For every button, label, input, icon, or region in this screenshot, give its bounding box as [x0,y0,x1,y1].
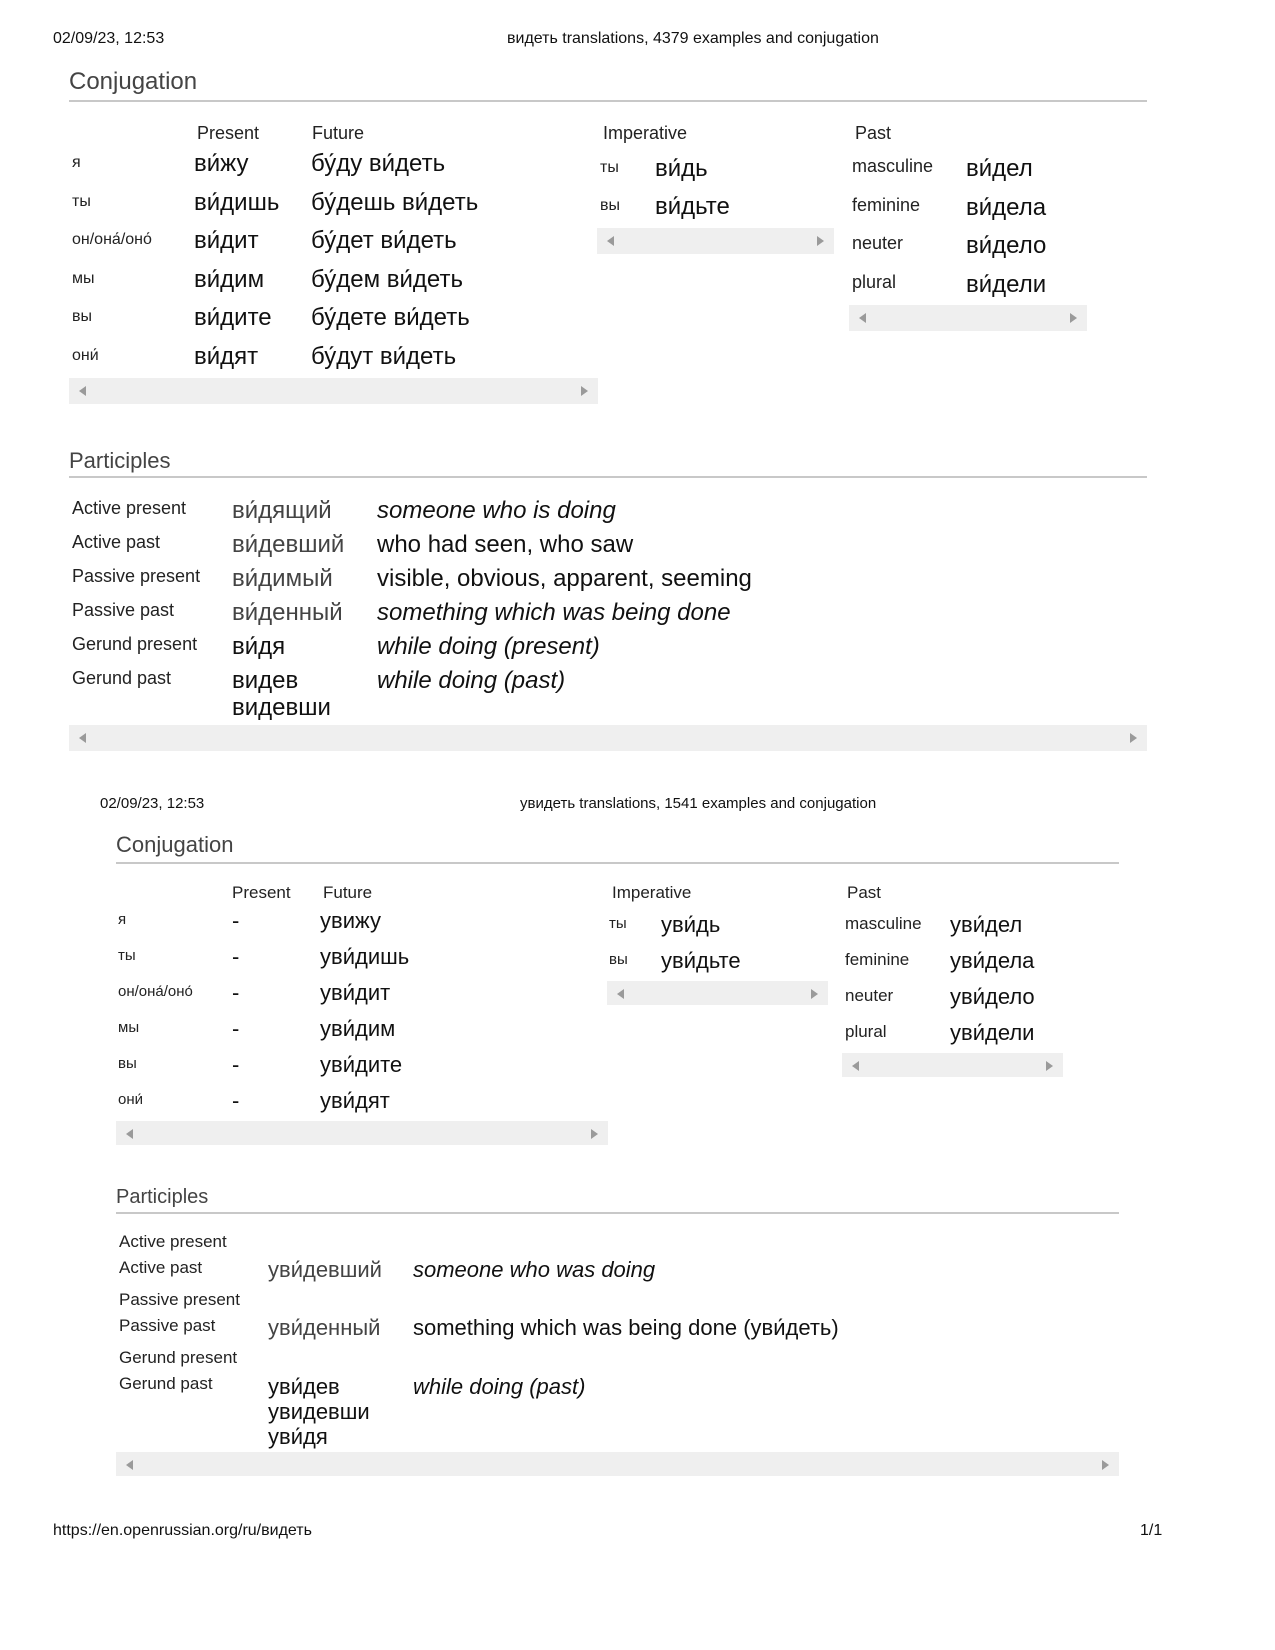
participle-meaning: while doing (present) [377,633,600,660]
page-count: 1/1 [1140,1522,1163,1539]
pronoun-label: вы [72,308,92,325]
participle-form: видев [232,667,299,694]
participles-divider [116,1212,1119,1214]
column-header-present: Present [197,123,260,143]
past-gender-label: feminine [845,950,910,969]
pronoun-label: они́ [72,347,99,364]
pronoun-label: вы [118,1055,137,1072]
print-page-title: видеть translations, 4379 examples and conjugation [507,30,879,47]
conjugation-horizontal-scrollbar[interactable] [116,1121,608,1145]
future-form: уви́дишь [320,944,410,969]
participle-form: ви́дящий [232,497,332,524]
participle-form-alt: увидевши [268,1399,370,1424]
page-url: https://en.openrussian.org/ru/видеть [53,1522,312,1539]
conjugation-horizontal-scrollbar[interactable] [69,378,598,404]
present-form: ви́дит [194,227,259,254]
participle-form: ви́денный [232,599,343,626]
participle-form-alt: видевши [232,694,331,721]
participle-form: уви́девший [268,1257,382,1282]
participle-label: Gerund present [72,634,198,654]
pronoun-label: они́ [118,1091,144,1108]
past-horizontal-scrollbar[interactable] [849,305,1087,331]
pronoun-label: он/она́/оно́ [118,983,193,1000]
past-gender-label: neuter [852,233,904,253]
imperative-pronoun: вы [609,951,628,968]
future-form: уви́дят [320,1088,390,1113]
present-form: ви́дите [194,304,272,331]
participle-form: уви́дев [268,1374,340,1399]
present-form: - [232,908,240,933]
past-form: уви́дели [950,1020,1035,1045]
participles-horizontal-scrollbar[interactable] [116,1452,1119,1476]
scroll-right-arrow-icon[interactable] [1102,1460,1109,1470]
print-datetime: 02/09/23, 12:53 [100,795,205,812]
conjugation-heading: Conjugation [69,68,198,95]
pronoun-label: я [118,911,127,928]
past-horizontal-scrollbar[interactable] [842,1053,1063,1077]
scroll-left-arrow-icon[interactable] [79,386,86,396]
participle-meaning: someone who was doing [413,1257,656,1282]
participle-form: ви́димый [232,565,333,592]
conjugation-divider [116,862,1119,864]
pronoun-label: мы [72,270,95,287]
pronoun-label: мы [118,1019,140,1036]
participle-meaning: something which was being done [377,599,731,626]
conjugation-heading: Conjugation [116,832,234,857]
print-datetime: 02/09/23, 12:53 [53,30,165,47]
future-form: бу́дете ви́деть [311,304,470,331]
participle-label: Passive present [72,566,201,586]
future-form: уви́дит [320,980,391,1005]
participle-meaning: visible, obvious, apparent, seeming [377,565,752,592]
participle-label: Passive present [119,1290,240,1309]
participle-form: ви́девший [232,531,345,558]
participle-label: Passive past [119,1316,216,1335]
participle-label: Active past [72,532,161,552]
scroll-right-arrow-icon[interactable] [591,1129,598,1139]
print-page-title: увидеть translations, 1541 examples and conjugation [520,795,877,812]
past-gender-label: feminine [852,195,921,215]
imperative-form: уви́дьте [661,948,741,973]
participle-label: Gerund past [72,668,172,688]
imperative-pronoun: ты [609,915,627,932]
imperative-horizontal-scrollbar[interactable] [607,981,828,1005]
participle-label: Active present [119,1232,227,1251]
past-form: ви́дело [966,232,1047,259]
present-form: - [232,980,240,1005]
scroll-left-arrow-icon[interactable] [79,733,86,743]
future-form: бу́дут ви́деть [311,343,457,370]
participle-label: Active present [72,498,187,518]
participle-label: Gerund past [119,1374,213,1393]
participles-heading: Participles [69,448,171,473]
participles-divider [69,476,1147,478]
pronoun-label: ты [118,947,136,964]
scroll-right-arrow-icon[interactable] [811,989,818,999]
participles-horizontal-scrollbar[interactable] [69,725,1147,751]
participle-form: уви́денный [268,1315,381,1340]
past-form: уви́дела [950,948,1035,973]
participle-form-alt: уви́дя [268,1424,328,1449]
column-header-present: Present [232,883,291,902]
participle-label: Gerund present [119,1348,238,1367]
participle-meaning: who had seen, who saw [377,531,634,558]
column-header-imperative: Imperative [603,123,688,143]
scroll-left-arrow-icon[interactable] [126,1129,133,1139]
past-gender-label: masculine [845,914,922,933]
future-form: уви́дим [320,1016,396,1041]
column-header-past: Past [847,883,882,902]
imperative-pronoun: ты [600,159,619,176]
conjugation-divider [69,100,1147,102]
participle-form: ви́дя [232,633,286,660]
past-form: уви́дело [950,984,1035,1009]
present-form: ви́дят [194,343,259,370]
imperative-form: ви́дь [655,155,708,182]
imperative-form: уви́дь [661,912,721,937]
future-form: увижу [320,908,381,933]
participle-meaning: something which was being done (уви́деть) [413,1315,839,1340]
future-form: бу́ду ви́деть [311,150,446,177]
past-gender-label: plural [845,1022,887,1041]
future-form: бу́дешь ви́деть [311,189,479,216]
pronoun-label: ты [72,193,91,210]
imperative-pronoun: вы [600,197,620,214]
present-form: - [232,1016,240,1041]
scroll-left-arrow-icon[interactable] [126,1460,133,1470]
present-form: - [232,1088,240,1113]
present-form: ви́дим [194,266,265,293]
past-form: ви́дели [966,271,1047,298]
present-form: - [232,944,240,969]
column-header-imperative: Imperative [612,883,692,902]
future-form: бу́дет ви́деть [311,227,457,254]
scroll-left-arrow-icon[interactable] [617,989,624,999]
participle-label: Passive past [72,600,175,620]
present-form: ви́дишь [194,189,280,216]
pronoun-label: я [72,154,81,171]
scroll-right-arrow-icon[interactable] [817,236,824,246]
scroll-left-arrow-icon[interactable] [607,236,614,246]
participles-heading: Participles [116,1186,209,1208]
present-form: - [232,1052,240,1077]
scroll-right-arrow-icon[interactable] [581,386,588,396]
column-header-past: Past [855,123,892,143]
scroll-right-arrow-icon[interactable] [1130,733,1137,743]
future-form: уви́дите [320,1052,403,1077]
imperative-horizontal-scrollbar[interactable] [597,228,834,254]
participle-meaning: someone who is doing [377,497,616,524]
column-header-future: Future [323,883,373,902]
scroll-right-arrow-icon[interactable] [1070,313,1077,323]
column-header-future: Future [312,123,365,143]
past-gender-label: masculine [852,156,934,176]
participle-label: Active past [119,1258,203,1277]
past-form: ви́дела [966,194,1047,221]
past-form: ви́дел [966,155,1033,182]
present-form: ви́жу [194,150,249,177]
imperative-form: ви́дьте [655,193,730,220]
scroll-left-arrow-icon[interactable] [852,1061,859,1071]
past-gender-label: neuter [845,986,894,1005]
participle-meaning: while doing (past) [413,1374,586,1399]
scroll-left-arrow-icon[interactable] [859,313,866,323]
past-form: уви́дел [950,912,1023,937]
pronoun-label: он/она́/оно́ [72,231,152,248]
scroll-right-arrow-icon[interactable] [1046,1061,1053,1071]
past-gender-label: plural [852,272,897,292]
future-form: бу́дем ви́деть [311,266,463,293]
participle-meaning: while doing (past) [377,667,566,694]
